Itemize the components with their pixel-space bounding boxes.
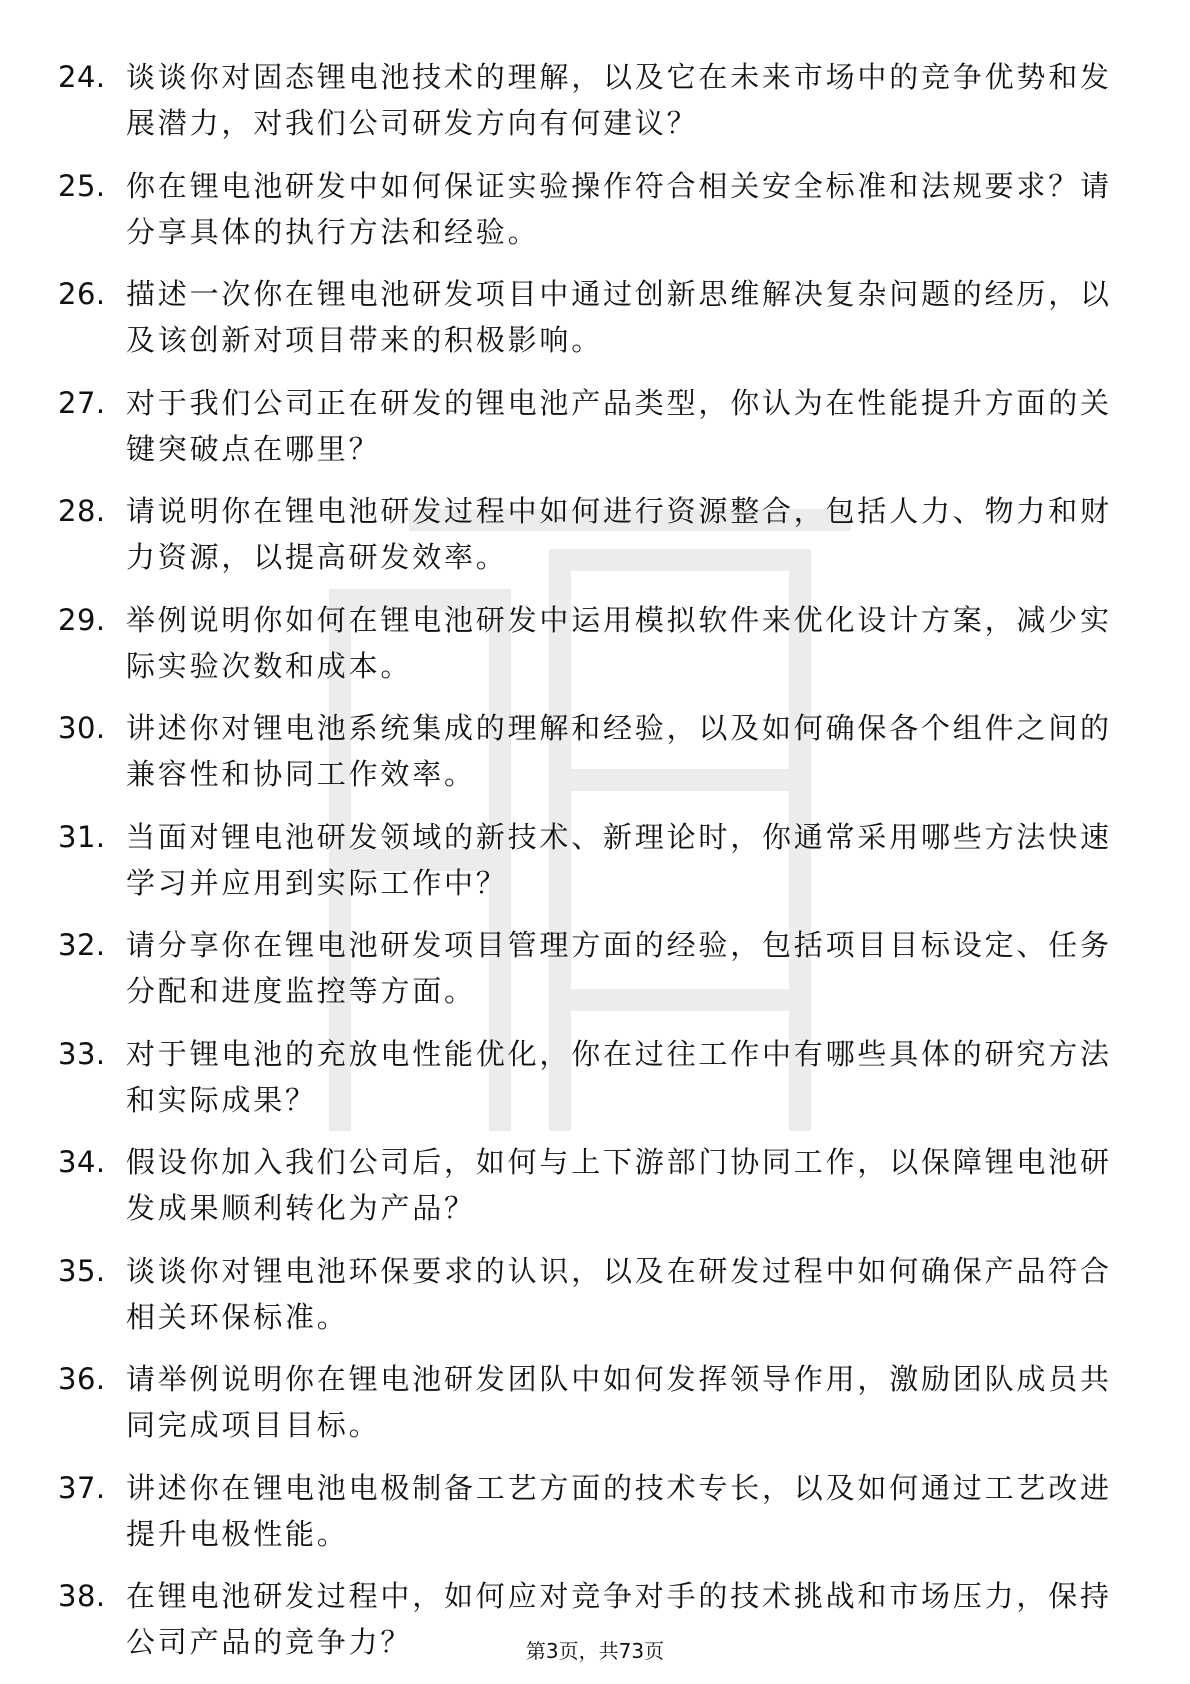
question-text: 假设你加入我们公司后，如何与上下游部门协同工作，以保障锂电池研发成果顺利转化为产品？ — [126, 1145, 1112, 1225]
question-list — [58, 54, 1118, 1682]
list-item — [58, 814, 1118, 906]
question-text: 举例说明你如何在锂电池研发中运用模拟软件来优化设计方案，减少实际实验次数和成本。 — [126, 602, 1112, 683]
question-number: 31. — [58, 819, 106, 854]
list-item — [58, 597, 1118, 689]
list-item — [58, 1139, 1118, 1231]
question-number: 38. — [58, 1579, 106, 1613]
question-text: 谈谈你对固态锂电池技术的理解，以及它在未来市场中的竞争优势和发展潜力，对我们公司研发方向有何建议？ — [126, 60, 1112, 140]
list-item — [58, 1356, 1118, 1448]
question-number: 27. — [58, 385, 106, 420]
list-item — [58, 163, 1118, 255]
question-number: 29. — [58, 602, 106, 637]
page-number-label: 第3页，共73页 — [525, 1639, 665, 1663]
question-number: 28. — [58, 494, 106, 528]
list-item — [58, 1465, 1118, 1557]
question-text: 请说明你在锂电池研发过程中如何进行资源整合，包括人力、物力和财力资源，以提高研发效率。 — [126, 494, 1112, 574]
question-text: 当面对锂电池研发领域的新技术、新理论时，你通常采用哪些方法快速学习并应用到实际工作中？ — [126, 819, 1112, 900]
list-item — [58, 922, 1118, 1014]
list-item — [58, 1031, 1118, 1123]
page-footer — [0, 1635, 1190, 1664]
question-number: 26. — [58, 277, 106, 311]
question-text: 请分享你在锂电池研发项目管理方面的经验，包括项目目标设定、任务分配和进度监控等方面。 — [126, 928, 1112, 1008]
question-text: 讲述你在锂电池电极制备工艺方面的技术专长，以及如何通过工艺改进提升电极性能。 — [126, 1470, 1112, 1551]
list-item — [58, 54, 1118, 146]
question-number: 33. — [58, 1036, 106, 1071]
question-number: 32. — [58, 928, 106, 962]
question-number: 34. — [58, 1145, 106, 1179]
list-item — [58, 380, 1118, 472]
question-number: 30. — [58, 711, 106, 745]
question-text: 对于我们公司正在研发的锂电池产品类型，你认为在性能提升方面的关键突破点在哪里？ — [126, 385, 1112, 466]
question-text: 你在锂电池研发中如何保证实验操作符合相关安全标准和法规要求？请分享具体的执行方法和经验。 — [126, 168, 1112, 249]
question-number: 36. — [58, 1362, 106, 1396]
question-number: 37. — [58, 1470, 106, 1505]
list-item — [58, 271, 1118, 363]
question-text: 请举例说明你在锂电池研发团队中如何发挥领导作用，激励团队成员共同完成项目目标。 — [126, 1362, 1112, 1442]
question-text: 描述一次你在锂电池研发项目中通过创新思维解决复杂问题的经历，以及该创新对项目带来的积极影响。 — [126, 277, 1112, 357]
list-item — [58, 488, 1118, 580]
question-text: 讲述你对锂电池系统集成的理解和经验，以及如何确保各个组件之间的兼容性和协同工作效率。 — [126, 711, 1112, 791]
list-item — [58, 705, 1118, 797]
list-item — [58, 1248, 1118, 1340]
question-text: 对于锂电池的充放电性能优化，你在过往工作中有哪些具体的研究方法和实际成果？ — [126, 1036, 1112, 1117]
question-number: 25. — [58, 168, 106, 203]
question-number: 24. — [58, 60, 106, 94]
question-text: 在锂电池研发过程中，如何应对竞争对手的技术挑战和市场压力，保持公司产品的竞争力？ — [126, 1579, 1112, 1659]
question-text: 谈谈你对锂电池环保要求的认识，以及在研发过程中如何确保产品符合相关环保标准。 — [126, 1253, 1112, 1334]
question-number: 35. — [58, 1253, 106, 1288]
